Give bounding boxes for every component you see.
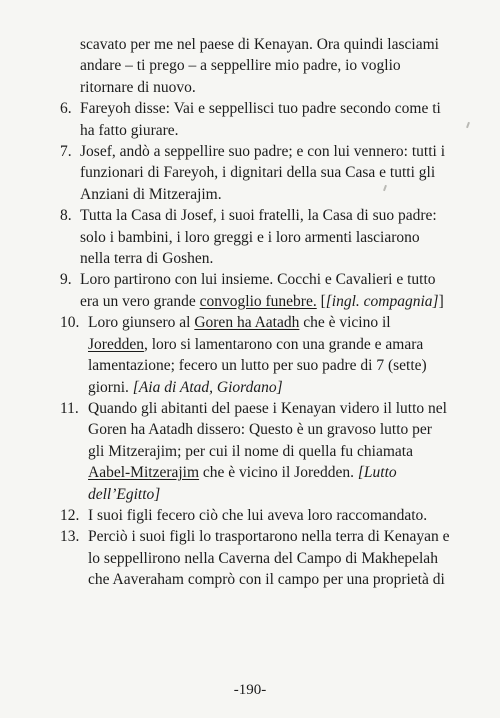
verse-text: Fareyoh disse: Vai e seppellisci tuo padre secondo come ti ha fatto giurare. (80, 100, 441, 139)
verse-text: I suoi figli fecero ciò che lui aveva loro raccomandato. (88, 506, 428, 524)
underlined-term: Joredden (88, 335, 144, 353)
verse-13 (60, 526, 450, 590)
verse-5-continuation: scavato per me nel paese di Kenayan. Ora quindi lasciami andare – ti prego – a seppellire mio padre, io voglio ritornare di nuovo. (80, 36, 439, 96)
verse-10 (60, 312, 450, 398)
paper-speck (466, 122, 470, 128)
verse-number: 6. (60, 100, 72, 118)
verse-number: 12. (60, 506, 80, 524)
verse-text: Perciò i suoi figli lo trasportarono nella terra di Kenayan e lo seppellirono nella Caverna del Campo di Makhepelah che Aaveraham comprò con il campo per una proprietà di (88, 528, 450, 589)
verse-6 (60, 98, 450, 141)
verse-text: Loro giunsero al Goren ha Aatadh che è vicino il Joredden, loro si lamentarono con una grande e amara lamentazione; fecero un lutto per suo padre di 7 (sette) giorni. [Aia di Atad, Giordano] (88, 314, 427, 396)
translation-note: [Aia di Atad, Giordano] (132, 378, 283, 396)
verse-number: 7. (60, 143, 72, 161)
underlined-term: Goren ha Aatadh (194, 314, 300, 332)
verse-7 (60, 141, 450, 205)
verse-number: 11. (60, 399, 79, 417)
translation-note: [Lutto dell’Egitto] (88, 464, 397, 503)
underlined-term: Aabel-Mitzerajim (88, 464, 200, 482)
page-number: -190- (233, 682, 267, 698)
verse-8 (60, 205, 450, 269)
verse-number: 13. (60, 528, 80, 546)
verse-11 (60, 398, 450, 505)
verse-text: Quando gli abitanti del paese i Kenayan videro il lutto nel Goren ha Aatadh dissero: Questo è un gravoso lutto per gli Mitzerajim; per cui il nome di quella fu chiamata Aabel-Mitzerajim che è vicino il Joredden. [Lutto dell’Egitto] (88, 399, 447, 503)
verse-number: 9. (60, 271, 72, 289)
verse-text: Loro partirono con lui insieme. Cocchi e Cavalieri e tutto era un vero grande convoglio funebre. [[ingl. compagnia]] (80, 271, 444, 310)
verse-number: 8. (60, 207, 72, 225)
verse-number: 10. (60, 314, 80, 332)
underlined-term: convoglio funebre. (199, 292, 317, 310)
page-text (60, 34, 450, 591)
verse-text: Tutta la Casa di Josef, i suoi fratelli, la Casa di suo padre: solo i bambini, i loro greggi e i loro armenti lasciarono nella terra di Goshen. (80, 207, 437, 268)
translation-note: [[ingl. compagnia]] (320, 292, 444, 310)
verse-9 (60, 269, 450, 312)
verse-12 (60, 505, 450, 526)
verse-text: Josef, andò a seppellire suo padre; e con lui vennero: tutti i funzionari di Fareyoh, i dignitari della sua Casa e tutti gli Anziani di Mitzerajim. (80, 143, 446, 203)
